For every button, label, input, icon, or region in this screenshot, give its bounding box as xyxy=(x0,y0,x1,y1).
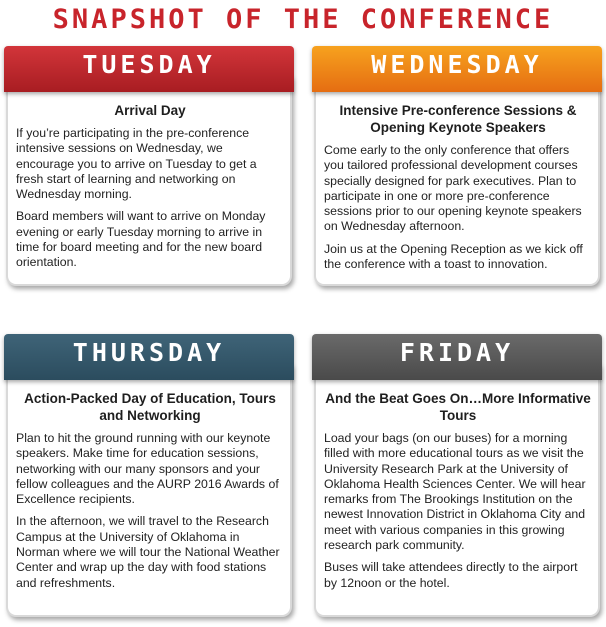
card-content xyxy=(324,390,592,598)
day-banner-wednesday xyxy=(312,46,602,92)
day-label: THURSDAY xyxy=(72,338,226,367)
card-paragraph: Buses will take attendees directly to the airport by 12noon or the hotel. xyxy=(324,560,578,590)
day-label: WEDNESDAY xyxy=(371,50,543,79)
card-paragraph: Board members will want to arrive on Monday evening or early Tuesday morning to arrive in time for board meeting and for the new board orientation. xyxy=(16,209,266,270)
card-paragraph: Join us at the Opening Reception as we kick off the conference with a toast to innovation. xyxy=(324,241,583,272)
card-paragraph: Load your bags (on our buses) for a morning filled with more educational tours as we visit the University Research Park at the University of Oklahoma Health Sciences Center. We will hear remarks from The Brookings Institution on the newest Innovation District in Oklahoma City and meet with various companies in this growing research park community. xyxy=(324,431,586,553)
day-label: TUESDAY xyxy=(82,50,216,79)
card-heading: Action-Packed Day of Education, Tours and Networking xyxy=(24,391,276,423)
card-paragraph: In the afternoon, we will travel to the Research Campus at the University of Oklahoma in Norman where we will tour the National Weather Center and wrap up the day with food stations and refreshments. xyxy=(16,514,280,590)
card-thursday xyxy=(4,334,294,617)
card-content xyxy=(324,102,592,279)
card-heading: Arrival Day xyxy=(114,103,186,118)
card-content xyxy=(16,102,284,278)
day-banner-tuesday xyxy=(4,46,294,92)
card-paragraph: Plan to hit the ground running with our keynote speakers. Make time for education sessions, networking with our many sponsors and your fellow colleagues and the AURP 2016 Awards of Excellence recipients. xyxy=(16,431,279,507)
card-heading: And the Beat Goes On…More Informative Tours xyxy=(325,391,591,423)
card-wednesday xyxy=(312,46,602,286)
day-banner-friday xyxy=(312,334,602,380)
card-paragraph: If you’re participating in the pre-conference intensive sessions on Wednesday, we encourage you to arrive on Tuesday to get a fresh start of learning and networking on Wednesday morning. xyxy=(16,126,257,202)
card-content xyxy=(16,390,284,598)
card-friday xyxy=(312,334,602,617)
card-paragraph: Come early to the only conference that offers you tailored professional development courses specially designed for park executives. Plan to participate in one or more pre-conference sessions prior to our opening keynote speakers on Wednesday afternoon. xyxy=(324,143,582,234)
day-banner-thursday xyxy=(4,334,294,380)
page-title: SNAPSHOT OF THE CONFERENCE xyxy=(52,4,554,35)
card-tuesday xyxy=(4,46,294,286)
day-label: FRIDAY xyxy=(399,338,515,367)
card-heading: Intensive Pre-conference Sessions & Opening Keynote Speakers xyxy=(339,103,577,135)
